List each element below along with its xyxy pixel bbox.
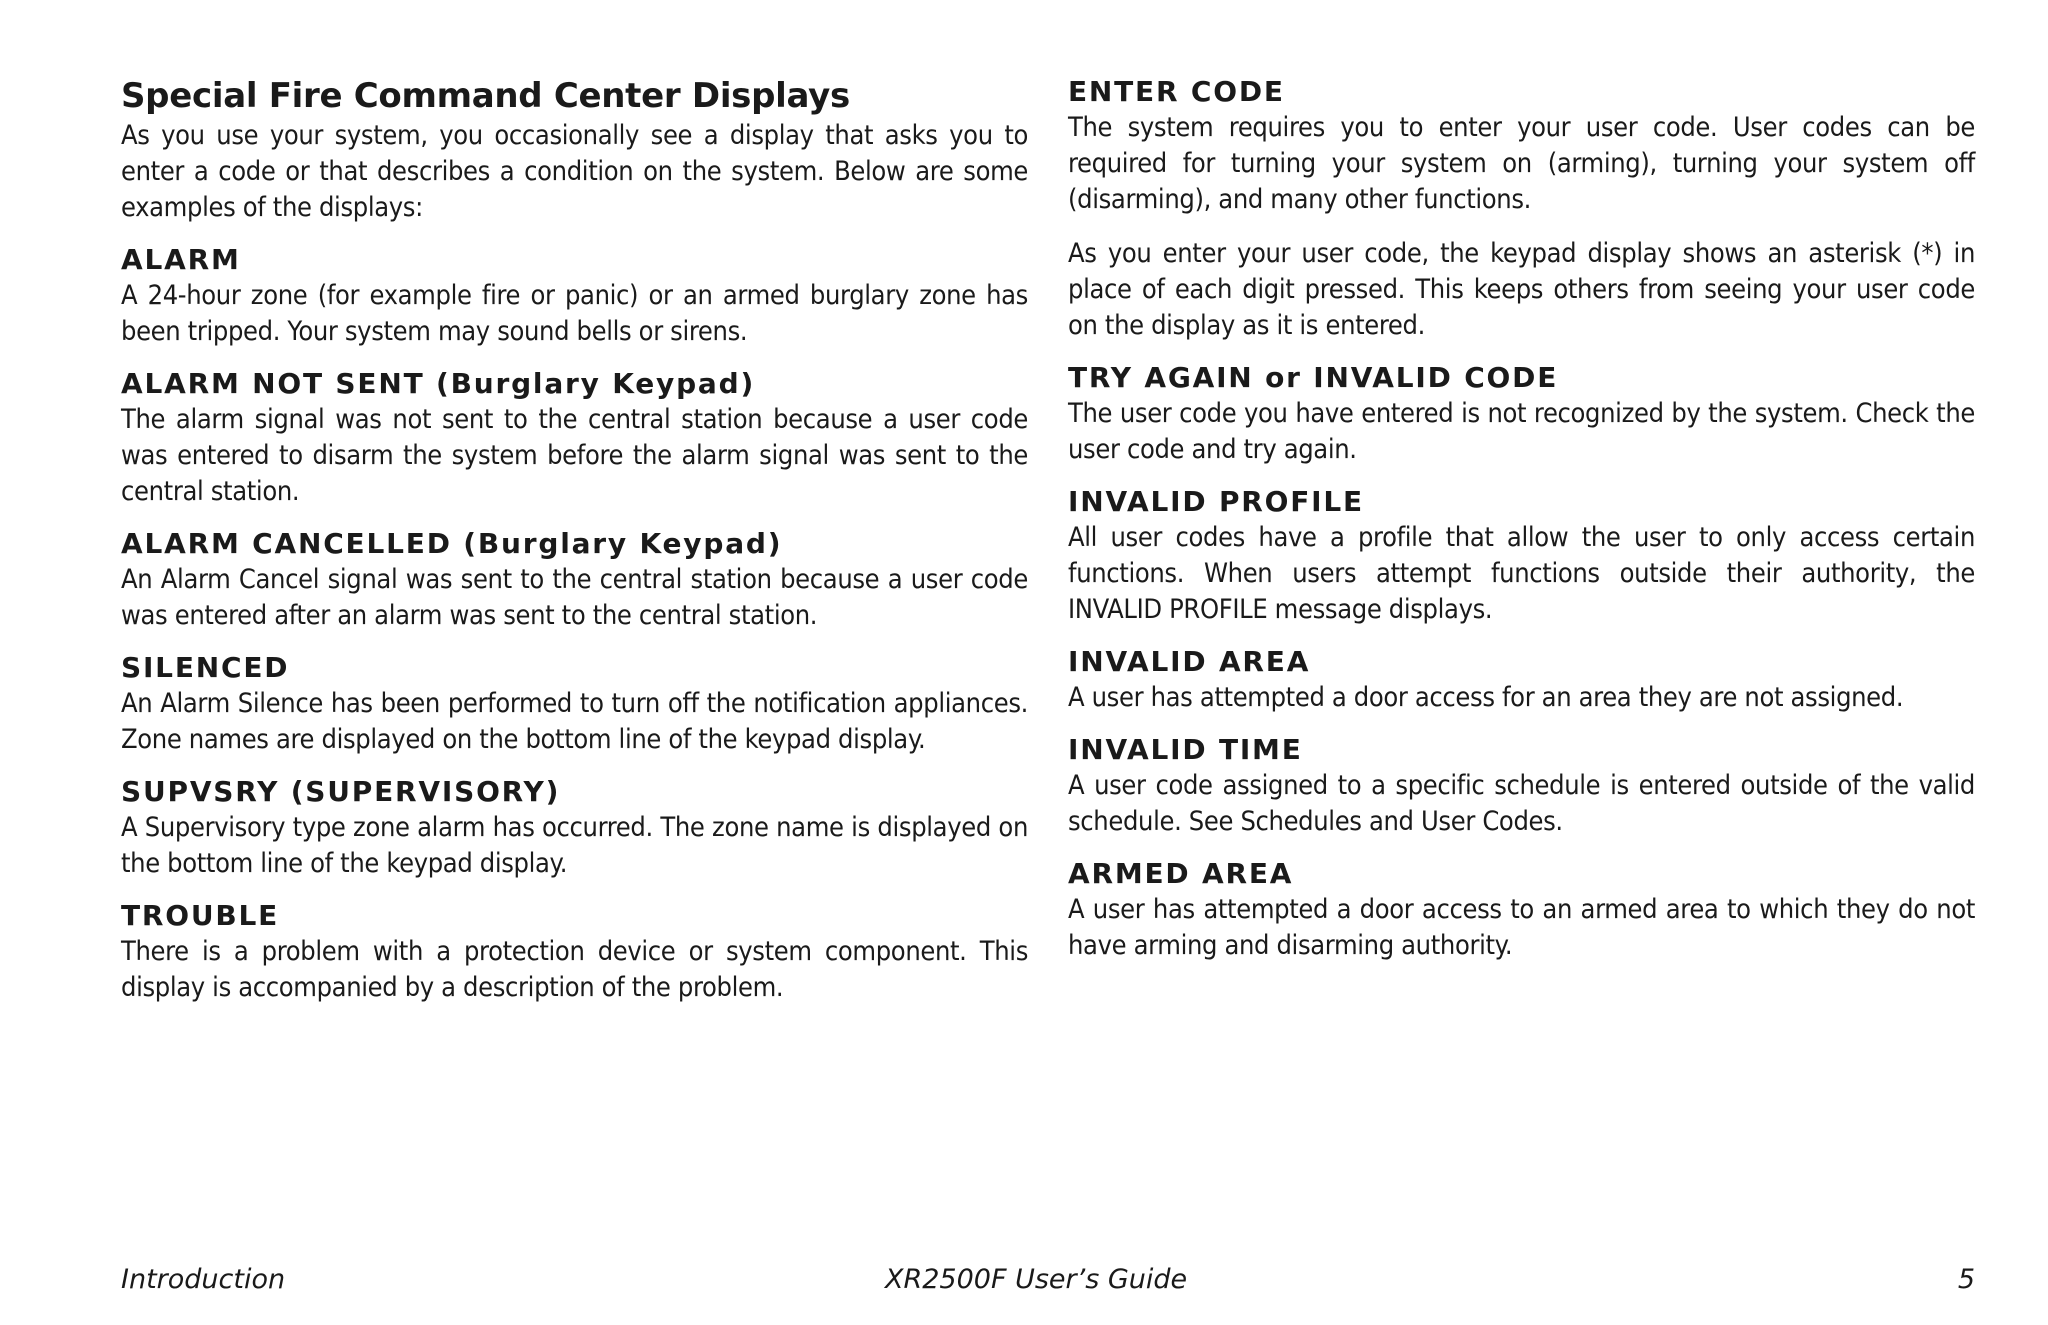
footer-page-number: 5 [1957,1264,1975,1295]
section-heading: TRY AGAIN or INVALID CODE [1068,361,1559,394]
section-try-again-or-invalid-code [1068,360,1975,468]
section-paragraph: A Supervisory type zone alarm has occurred. The zone name is displayed on the bottom line of the keypad display. [121,812,1028,879]
page-title: Special Fire Command Center Displays [121,76,850,116]
section-invalid-area [1068,644,1975,716]
section-heading: TROUBLE [121,899,280,932]
left-sections [121,242,1028,1006]
section-body [121,934,1028,1006]
section-paragraph: A user has attempted a door access to an armed area to which they do not have arming and disarming authority. [1068,894,1975,961]
intro-paragraph: As you use your system, you occasionally see a display that asks you to enter a code or that describes a condition on the system. Below are some examples of the displays: [121,120,1028,223]
section-body [121,278,1028,350]
section-paragraph: As you enter your user code, the keypad display shows an asterisk (*) in place of each digit pressed. This keeps others from seeing your user code on the display as it is entered. [1068,238,1975,341]
section-body [1068,396,1975,468]
section-heading: SILENCED [121,651,290,684]
left-column [121,74,1028,1006]
section-paragraph: An Alarm Cancel signal was sent to the central station because a user code was entered after an alarm was sent to the central station. [121,564,1028,631]
section-heading: ENTER CODE [1068,75,1285,108]
footer-section-name: Introduction [121,1264,286,1295]
section-body [1068,110,1975,344]
section-paragraph: All user codes have a profile that allow the user to only access certain functions. When users attempt functions outside their authority, the INVALID PROFILE message displays. [1068,522,1975,625]
section-body [1068,768,1975,840]
section-invalid-time [1068,732,1975,840]
section-armed-area [1068,856,1975,964]
section-paragraph: The system requires you to enter your user code. User codes can be required for turning your system on (arming), turning your system off (disarming), and many other functions. [1068,112,1975,215]
section-body [1068,680,1975,716]
right-column [1068,74,1975,964]
section-alarm-not-sent-burglary-keypad [121,366,1028,510]
section-paragraph: There is a problem with a protection device or system component. This display is accompanied by a description of the problem. [121,936,1028,1003]
section-paragraph: A user has attempted a door access for an area they are not assigned. [1068,682,1904,713]
section-paragraph: An Alarm Silence has been performed to turn off the notification appliances. Zone names are displayed on the bottom line of the keypad display. [121,688,1028,755]
section-body [1068,892,1975,964]
section-body [1068,520,1975,628]
right-sections [1068,74,1975,964]
section-heading: INVALID TIME [1068,733,1303,766]
section-heading: INVALID PROFILE [1068,485,1364,518]
section-alarm-cancelled-burglary-keypad [121,526,1028,634]
section-body [121,562,1028,634]
section-heading: INVALID AREA [1068,645,1311,678]
section-body [121,810,1028,882]
section-heading: ALARM [121,243,241,276]
section-paragraph: A 24-hour zone (for example fire or panic) or an armed burglary zone has been tripped. Your system may sound bells or sirens. [121,280,1028,347]
section-body [121,402,1028,510]
section-silenced [121,650,1028,758]
section-alarm [121,242,1028,350]
section-body [121,686,1028,758]
section-paragraph: A user code assigned to a specific schedule is entered outside of the valid schedule. See Schedules and User Codes. [1068,770,1975,837]
section-enter-code [1068,74,1975,344]
footer-guide-title: XR2500F User’s Guide [885,1264,1188,1295]
section-paragraph: The user code you have entered is not recognized by the system. Check the user code and try again. [1068,398,1975,465]
section-heading: SUPVSRY (SUPERVISORY) [121,775,561,808]
section-paragraph: The alarm signal was not sent to the central station because a user code was entered to disarm the system before the alarm signal was sent to the central station. [121,404,1028,507]
section-heading: ALARM NOT SENT (Burglary Keypad) [121,367,756,400]
section-supvsry-supervisory [121,774,1028,882]
section-heading: ARMED AREA [1068,857,1294,890]
section-heading: ALARM CANCELLED (Burglary Keypad) [121,527,783,560]
section-trouble [121,898,1028,1006]
section-invalid-profile [1068,484,1975,628]
